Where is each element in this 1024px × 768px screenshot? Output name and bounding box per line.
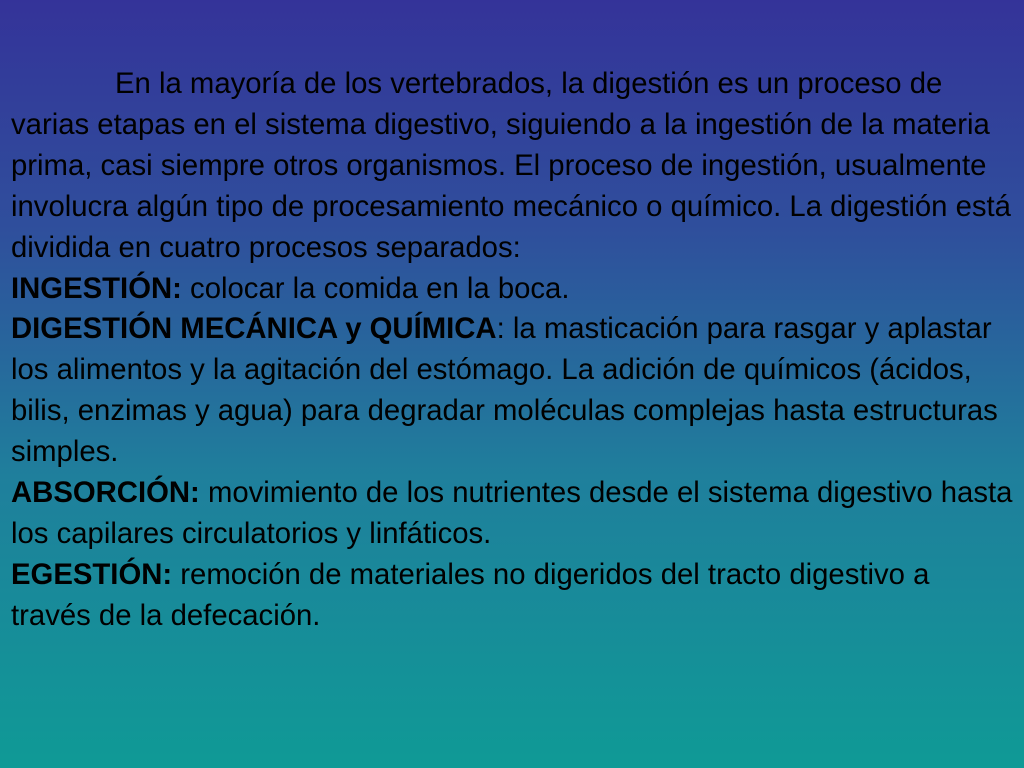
process-absorption <box>11 473 1015 555</box>
process-term-absorption: ABSORCIÓN: <box>11 476 200 510</box>
process-description-egestion: remoción de materiales no digeridos del tracto digestivo a través de la defecación. <box>11 557 930 632</box>
process-description-digestion: : la masticación para rasgar y aplastar los alimentos y la agitación del estómago. La adición de químicos (ácidos, bilis, enzimas y agua) para degradar moléculas complejas hasta estructuras simples. <box>11 312 998 469</box>
slide-text-block <box>11 64 1015 637</box>
process-term-digestion: DIGESTIÓN MECÁNICA y QUÍMICA <box>11 312 497 346</box>
intro-paragraph: En la mayoría de los vertebrados, la digestión es un proceso de varias etapas en el sistema digestivo, siguiendo a la ingestión de la materia prima, casi siempre otros organismos. El proceso de ingestión, usualmente involucra algún tipo de procesamiento mecánico o químico. La digestión está dividida en cuatro procesos separados: <box>11 67 1011 264</box>
process-ingestion <box>11 269 1015 310</box>
process-egestion <box>11 555 1015 637</box>
process-description-absorption: movimiento de los nutrientes desde el sistema digestivo hasta los capilares circulatorios y linfáticos. <box>11 476 1013 550</box>
process-digestion <box>11 309 1015 473</box>
process-term-ingestion: INGESTIÓN: <box>11 271 182 305</box>
process-term-egestion: EGESTIÓN: <box>11 557 173 591</box>
process-description-ingestion: colocar la comida en la boca. <box>181 271 570 305</box>
